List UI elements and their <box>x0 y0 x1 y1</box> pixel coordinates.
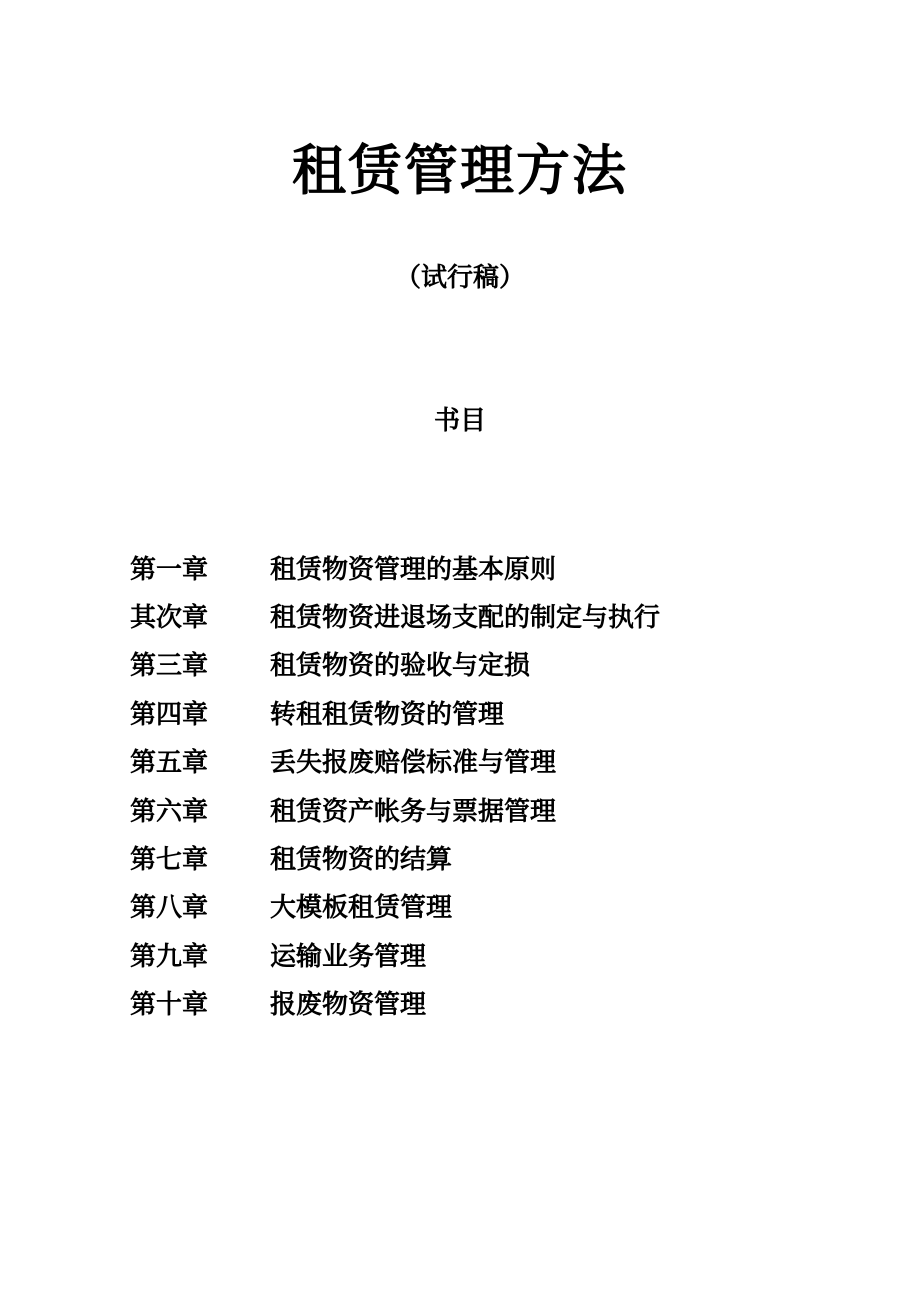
toc-chapter-title: 租赁物资的结算 <box>270 845 453 876</box>
toc-chapter-number: 第三章 <box>130 651 209 682</box>
toc-entry <box>130 543 830 591</box>
table-of-contents <box>130 543 830 1027</box>
toc-entry <box>130 833 830 881</box>
toc-chapter-number: 第五章 <box>130 748 209 779</box>
toc-chapter-title: 运输业务管理 <box>270 941 427 972</box>
toc-chapter-number: 第十章 <box>130 990 209 1021</box>
document-subtitle: （试行稿） <box>394 263 525 293</box>
toc-chapter-title: 报废物资管理 <box>270 990 427 1021</box>
toc-entry <box>130 737 830 785</box>
toc-heading: 书目 <box>433 406 486 436</box>
toc-chapter-title: 大模板租赁管理 <box>270 893 453 924</box>
toc-chapter-number: 第四章 <box>130 699 209 730</box>
toc-chapter-number: 第六章 <box>130 796 209 827</box>
toc-entry <box>130 882 830 930</box>
toc-chapter-title: 租赁物资管理的基本原则 <box>270 554 557 585</box>
toc-chapter-number: 第八章 <box>130 893 209 924</box>
toc-entry <box>130 979 830 1027</box>
document-title: 租赁管理方法 <box>292 139 628 202</box>
toc-chapter-number: 第一章 <box>130 554 209 585</box>
toc-chapter-number: 第七章 <box>130 845 209 876</box>
toc-entry <box>130 930 830 978</box>
toc-chapter-title: 租赁物资进退场支配的制定与执行 <box>270 603 661 634</box>
toc-entry <box>130 785 830 833</box>
toc-chapter-number: 第九章 <box>130 941 209 972</box>
toc-chapter-title: 租赁物资的验收与定损 <box>270 651 531 682</box>
toc-chapter-title: 转租租赁物资的管理 <box>270 699 505 730</box>
toc-entry <box>130 688 830 736</box>
toc-chapter-title: 租赁资产帐务与票据管理 <box>270 796 557 827</box>
toc-entry <box>130 591 830 639</box>
toc-entry <box>130 640 830 688</box>
toc-chapter-title: 丢失报废赔偿标准与管理 <box>270 748 557 779</box>
toc-chapter-number: 其次章 <box>130 603 209 634</box>
